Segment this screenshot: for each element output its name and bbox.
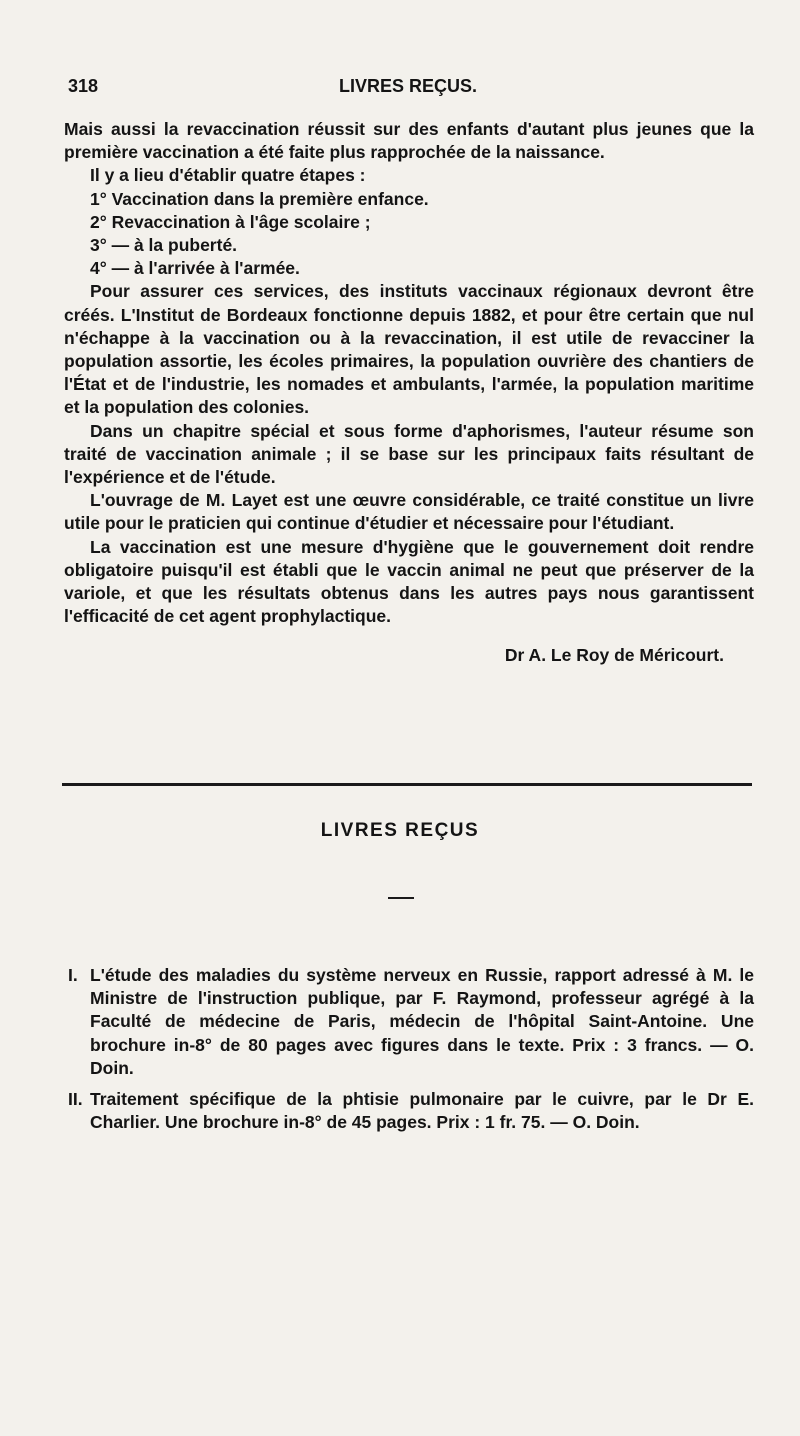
list-item: 4° — à l'arrivée à l'armée. bbox=[90, 258, 300, 279]
page-number: 318 bbox=[68, 76, 99, 96]
paragraph: Pour assurer ces services, des instituts vaccinaux régionaux devront être créés. L'Institut de Bordeaux fonctionne depuis 1882, et pour être certain que nul n'échappe à la vaccination ou à la revaccination, il est utile de revacciner la population assortie, les écoles primaires, la population ouvrière des chantiers de l'État et de l'industrie, les nomades et ambulants, l'armée, la population maritime et la population des colonies. bbox=[64, 281, 754, 418]
section-title: LIVRES REÇUS bbox=[320, 820, 480, 841]
list-item: 1° Vaccination dans la première enfance. bbox=[90, 188, 429, 209]
book-number: II. bbox=[68, 1089, 83, 1110]
book-entry bbox=[64, 1088, 754, 1134]
book-entry bbox=[64, 964, 754, 1080]
paragraph: Dans un chapitre spécial et sous forme d'aphorismes, l'auteur résume son traité de vaccination animale ; il se base sur les principaux faits résultant de l'expérience et de l'étude. bbox=[64, 420, 754, 488]
paragraph: Mais aussi la revaccination réussit sur des enfants d'autant plus jeunes que la première vaccination a été faite plus rapprochée de la naissance. bbox=[64, 119, 754, 163]
review-body bbox=[64, 118, 754, 668]
author-signature: Dr A. Le Roy de Méricourt. bbox=[504, 645, 724, 666]
paragraph: Il y a lieu d'établir quatre étapes : bbox=[90, 165, 366, 186]
book-number: I. bbox=[68, 965, 78, 985]
section-divider bbox=[62, 783, 752, 786]
list-item: 2° Revaccination à l'âge scolaire ; bbox=[90, 211, 371, 232]
book-description: Traitement spécifique de la phtisie pulmonaire par le cuivre, par le Dr E. Charlier. Une brochure in-8° de 45 pages. Prix : 1 fr. 75. — O. Doin. bbox=[90, 1089, 754, 1133]
books-list bbox=[64, 964, 754, 1142]
title-dash bbox=[388, 897, 414, 899]
running-title: LIVRES REÇUS. bbox=[338, 76, 478, 96]
paragraph: La vaccination est une mesure d'hygiène que le gouvernement doit rendre obligatoire puisqu'il est établi que le vaccin animal ne peut que préserver de la variole, et que les résultats obtenus dans les autres pays nous garantissent l'efficacité de cet agent prophylactique. bbox=[64, 536, 754, 627]
page-header bbox=[64, 76, 752, 100]
paragraph: L'ouvrage de M. Layet est une œuvre considérable, ce traité constitue un livre utile pour le praticien qui continue d'étudier et nécessaire pour l'étudiant. bbox=[64, 490, 754, 534]
list-item: 3° — à la puberté. bbox=[90, 235, 238, 256]
book-description: L'étude des maladies du système nerveux en Russie, rapport adressé à M. le Ministre de l'instruction publique, par F. Raymond, professeur agrégé à la Faculté de médecine de Paris, médecin de l'hôpital Saint-Antoine. Une brochure in-8° de 80 pages avec figures dans le texte. Prix : 3 francs. — O. Doin. bbox=[90, 965, 754, 1078]
